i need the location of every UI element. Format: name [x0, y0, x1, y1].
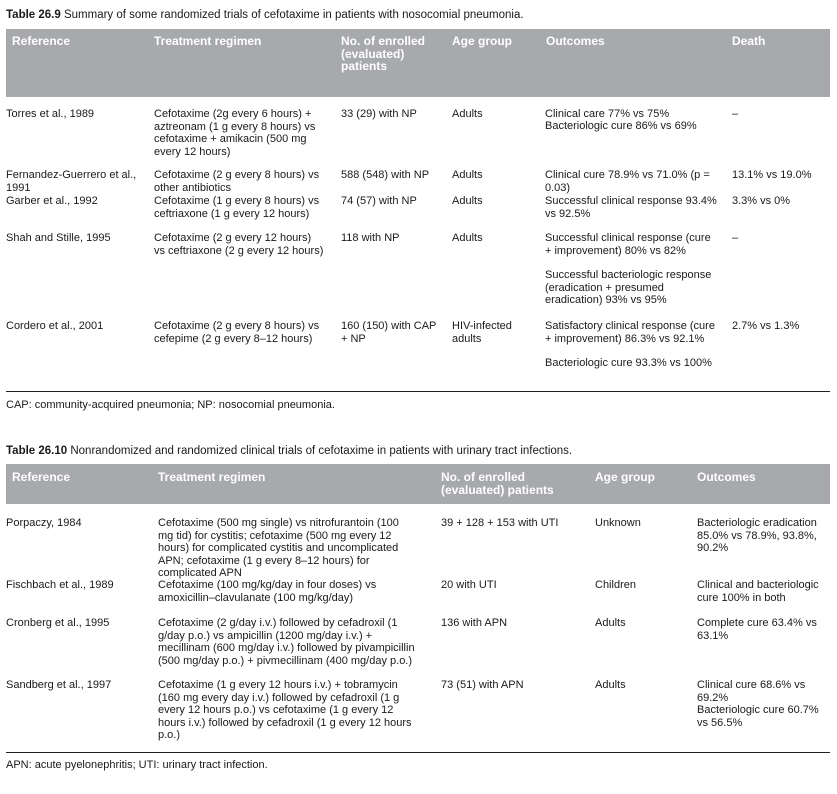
table2-row-treatment: Cefotaxime (100 mg/kg/day in four doses) vs amoxicillin–clavulanate (100 mg/kg/day)	[158, 579, 377, 604]
table2-caption	[6, 445, 572, 457]
table1-row-death: –	[732, 108, 739, 120]
table2-row-age: Unknown	[595, 517, 641, 529]
table1-row-death: 2.7% vs 1.3%	[732, 320, 800, 332]
table1-header-age: Age group	[452, 34, 512, 48]
table1-row-age: HIV-infected adults	[452, 320, 512, 345]
table1-row-enrolled: 160 (150) with CAP + NP	[341, 320, 437, 345]
table2-row-outcome: Bacteriologic eradication 85.0% vs 78.9%, 93.8%, 90.2%	[697, 517, 817, 554]
table1-row-enrolled: 33 (29) with NP	[341, 108, 417, 120]
table1-row-reference: Garber et al., 1992	[6, 195, 98, 207]
table1-row-age: Adults	[452, 108, 483, 120]
table1-caption-text: Summary of some randomized trials of cefotaxime in patients with nosocomial pneumonia.	[63, 9, 524, 21]
table2-row-age: Adults	[595, 617, 626, 629]
table2-footnote: APN: acute pyelonephritis; UTI: urinary tract infection.	[6, 759, 268, 771]
table1-bottom-rule	[6, 391, 830, 392]
table2-row-age: Children	[595, 579, 636, 591]
table1-row-outcome: Bacteriologic cure 86% vs 69%	[545, 120, 697, 132]
table2-row-enrolled: 73 (51) with APN	[441, 679, 524, 691]
table1-row-outcome: Successful bacteriologic response (eradication + presumed eradication) 93% vs 95%	[545, 269, 712, 306]
table2-caption-text: Nonrandomized and randomized clinical trials of cefotaxime in patients with urinary tract infections.	[70, 445, 573, 457]
table2-row-reference: Porpaczy, 1984	[6, 517, 82, 529]
table2-row-outcome: Bacteriologic cure 60.7% vs 56.5%	[697, 704, 819, 729]
table2-row-reference: Fischbach et al., 1989	[6, 579, 114, 591]
table2-row-treatment: Cefotaxime (1 g every 12 hours i.v.) + tobramycin (160 mg every day i.v.) followed by cefadroxil (1 g every 12 hours p.o.) vs cefotaxime (1 g every 12 hours i.v.) followed by cefadroxil (1 g every 12 hours p.o.)	[158, 679, 412, 741]
table2-row-enrolled: 39 + 128 + 153 with UTI	[441, 517, 559, 529]
table2-row-outcome: Complete cure 63.4% vs 63.1%	[697, 617, 817, 642]
table2-row-enrolled: 136 with APN	[441, 617, 508, 629]
table1-row-outcome: Clinical care 77% vs 75%	[545, 108, 670, 120]
table1-row-reference: Torres et al., 1989	[6, 108, 95, 120]
table2-row-treatment: Cefotaxime (2 g/day i.v.) followed by cefadroxil (1 g/day p.o.) vs ampicillin (1200 mg/day i.v.) + mecillinam (600 mg/day i.v.) followed by pivampicillin (500 mg/day p.o.) + pivmecillinam (400 mg/day p.o.)	[158, 617, 415, 667]
table1-row-age: Adults	[452, 232, 483, 244]
table1-row-treatment: Cefotaxime (1 g every 8 hours) vs ceftriaxone (1 g every 12 hours)	[154, 195, 320, 220]
table1-header-treatment: Treatment regimen	[154, 34, 262, 48]
table1-row-death: 13.1% vs 19.0%	[732, 169, 812, 181]
table1-header-enrolled: No. of enrolled (evaluated) patients	[341, 34, 425, 73]
table1-row-treatment: Cefotaxime (2g every 6 hours) + aztreonam (1 g every 8 hours) vs cefotaxime + amikacin (500 mg every 12 hours)	[154, 108, 316, 158]
table2-header-outcomes: Outcomes	[697, 470, 756, 484]
table2-header-treatment: Treatment regimen	[158, 470, 266, 484]
table1-footnote: CAP: community-acquired pneumonia; NP: nosocomial pneumonia.	[6, 399, 335, 411]
table2-header	[6, 464, 830, 504]
table1-row-treatment: Cefotaxime (2 g every 12 hours) vs ceftriaxone (2 g every 12 hours)	[154, 232, 324, 257]
table1-header	[6, 29, 830, 97]
table2-row-treatment: Cefotaxime (500 mg single) vs nitrofurantoin (100 mg tid) for cystitis; cefotaxime (500 mg every 12 hours) for complicated cystitis and uncomplicated APN; cefotaxime (1 g every 8–12 hours) for complicated APN	[158, 517, 399, 579]
table2-caption-label: Table 26.10	[6, 445, 68, 457]
table1-header-outcomes: Outcomes	[546, 34, 605, 48]
table1-row-enrolled: 118 with NP	[341, 232, 400, 244]
table1-row-treatment: Cefotaxime (2 g every 8 hours) vs other antibiotics	[154, 169, 320, 194]
table2-header-reference: Reference	[12, 470, 71, 484]
table1-caption	[6, 9, 524, 21]
table1-row-death: –	[732, 232, 739, 244]
table2-row-reference: Cronberg et al., 1995	[6, 617, 110, 629]
table1-caption-label: Table 26.9	[6, 9, 61, 21]
table2-row-reference: Sandberg et al., 1997	[6, 679, 112, 691]
table2-header-enrolled: No. of enrolled (evaluated) patients	[441, 470, 554, 497]
table1-row-outcome: Successful clinical response 93.4% vs 92.5%	[545, 195, 717, 220]
table2-header-age: Age group	[595, 470, 655, 484]
table1-row-reference: Shah and Stille, 1995	[6, 232, 111, 244]
table1-header-death: Death	[732, 34, 766, 48]
table2-row-enrolled: 20 with UTI	[441, 579, 497, 591]
table2-row-outcome: Clinical cure 68.6% vs 69.2%	[697, 679, 806, 704]
table1-header-reference: Reference	[12, 34, 71, 48]
table1-row-outcome: Satisfactory clinical response (cure + improvement) 86.3% vs 92.1%	[545, 320, 715, 345]
table1-row-age: Adults	[452, 169, 483, 181]
table1-row-treatment: Cefotaxime (2 g every 8 hours) vs cefepime (2 g every 8–12 hours)	[154, 320, 320, 345]
table1-row-enrolled: 588 (548) with NP	[341, 169, 430, 181]
table2-row-age: Adults	[595, 679, 626, 691]
table2-row-outcome: Clinical and bacteriologic cure 100% in both	[697, 579, 819, 604]
table1-row-outcome: Successful clinical response (cure + improvement) 80% vs 82%	[545, 232, 711, 257]
table1-row-reference: Cordero et al., 2001	[6, 320, 104, 332]
table1-row-outcome: Clinical cure 78.9% vs 71.0% (p = 0.03)	[545, 169, 710, 194]
table1-row-death: 3.3% vs 0%	[732, 195, 791, 207]
table2-bottom-rule	[6, 752, 830, 753]
table1-row-age: Adults	[452, 195, 483, 207]
table1-row-outcome: Bacteriologic cure 93.3% vs 100%	[545, 357, 712, 369]
table1-row-reference: Fernandez-Guerrero et al., 1991	[6, 169, 137, 194]
table1-row-enrolled: 74 (57) with NP	[341, 195, 417, 207]
